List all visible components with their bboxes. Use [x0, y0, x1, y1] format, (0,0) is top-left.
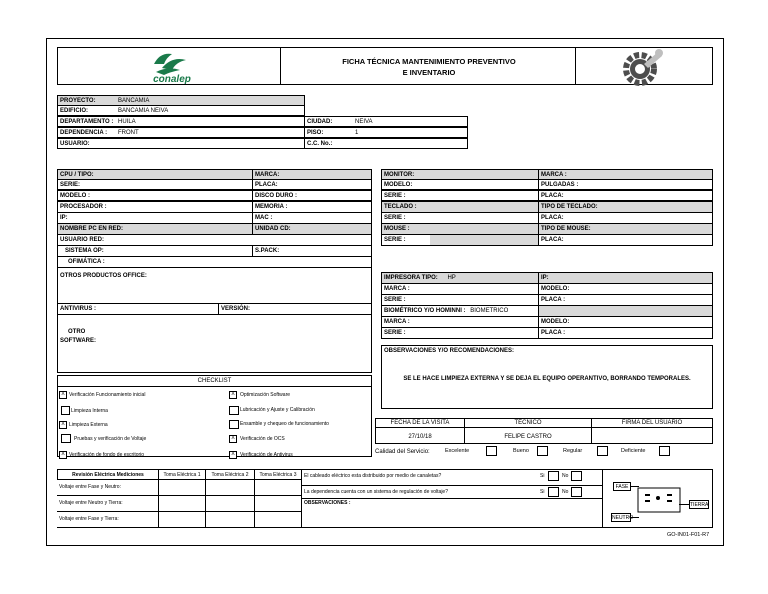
usuario-row — [57, 138, 305, 149]
check-verificacion-inicial[interactable]: X — [59, 391, 67, 399]
tierra-label: TIERRA — [690, 502, 709, 508]
cpu-antivirus-cell: ANTIVIRUS : — [57, 303, 219, 315]
checklist-divider — [58, 386, 371, 387]
biometrico-placa-cell: PLACA : — [538, 327, 713, 339]
logo-text: conalep — [153, 74, 191, 85]
voltaje-fase-neutro-t1[interactable] — [158, 479, 206, 496]
regular-label: Regular — [563, 448, 583, 454]
edificio-label: EDIFICIO: — [60, 108, 88, 114]
check-label-pruebas-voltaje: Pruebas y verificación de Voltaje — [74, 436, 147, 442]
regulacion-si-checkbox[interactable] — [548, 487, 559, 497]
check-lubricacion[interactable] — [229, 406, 239, 415]
check-label-limpieza-externa: Limpieza Externa — [69, 422, 108, 428]
conalep-logo-icon — [150, 50, 190, 76]
dependencia-value: FRONT — [118, 130, 139, 136]
cpu-mac-cell: MAC : — [252, 212, 372, 224]
monitor-cell: MONITOR: — [381, 169, 539, 180]
voltaje-fase-neutro-row: Voltaje entre Fase y Neutro: — [57, 479, 159, 496]
cpu-usuario-red-cell: USUARIO RED: — [57, 234, 372, 246]
check-label-ensamble: Ensamble y chequeo de funcionamiento — [240, 421, 329, 427]
cpu-version-cell: VERSIÓN: — [218, 303, 372, 315]
edificio-row — [57, 105, 305, 116]
calidad-label: Calidad del Servicio: — [375, 449, 430, 455]
canaletas-no-label: No — [562, 473, 569, 479]
voltaje-fase-tierra-t2[interactable] — [205, 511, 255, 528]
canaletas-si-label: Si — [540, 473, 545, 479]
observations-text: SE LE HACE LIMPIEZA EXTERNA Y SE DEJA EL EQUIPO OPERANTIVO, BORRANDO TEMPORALES. — [403, 376, 691, 382]
cc-row — [304, 138, 468, 149]
voltaje-fase-neutro-t3[interactable] — [254, 479, 302, 496]
checklist-box — [57, 375, 372, 457]
fecha-visita-header: FECHA DE LA VISITA — [375, 418, 465, 428]
proyecto-value: BANCAMIA — [118, 98, 150, 104]
title-line2: E INVENTARIO — [402, 68, 456, 77]
mouse-placa-cell: PLACA: — [538, 234, 713, 246]
regular-checkbox[interactable] — [597, 446, 608, 456]
voltaje-fase-neutro-t2[interactable] — [205, 479, 255, 496]
piso-row — [304, 127, 468, 138]
mouse-serie-cell — [381, 234, 539, 246]
dependencia-row — [57, 127, 305, 138]
regulacion-no-checkbox[interactable] — [571, 487, 582, 497]
logo-box — [57, 47, 281, 85]
proyecto-label: PROYECTO: — [60, 98, 96, 104]
voltaje-fase-tierra-t3[interactable] — [254, 511, 302, 528]
regulacion-question-row — [301, 485, 603, 499]
title-line1: FICHA TÉCNICA MANTENIMIENTO PREVENTIVO — [342, 57, 516, 66]
edificio-value: BANCAMIA NEIVA — [118, 108, 169, 114]
dependencia-label: DEPENDENCIA : — [60, 130, 108, 136]
departamento-value: HUILA — [118, 119, 136, 125]
outlet-line-fase — [631, 486, 639, 487]
check-limpieza-interna[interactable] — [61, 406, 70, 415]
toma1-header: Toma Eléctrica 1 — [158, 469, 206, 480]
departamento-row — [57, 116, 305, 127]
check-label-lubricacion: Lubricación y Ajuste y Calibración — [240, 407, 315, 413]
deficiente-label: Deficiente — [621, 448, 646, 454]
teclado-serie-cell: SERIE : — [381, 212, 539, 224]
biometrico-value: BIOMETRICO — [470, 308, 509, 314]
cpu-serie-cell: SERIE: — [57, 179, 253, 190]
monitor-marca-cell: MARCA : — [538, 169, 713, 180]
outlet-icon — [637, 487, 681, 513]
tecnico-value: FELIPE CASTRO — [464, 427, 592, 444]
monitor-pulgadas-cell: PULGADAS : — [538, 179, 713, 190]
canaletas-question: El cableado eléctrico esta distribuido por medio de canaletas? — [304, 473, 442, 479]
voltaje-neutro-tierra-t1[interactable] — [158, 495, 206, 512]
impresora-placa-cell: PLACA : — [538, 294, 713, 306]
piso-value: 1 — [355, 130, 359, 136]
biometrico-modelo-cell: MODELO: — [538, 316, 713, 328]
impresora-marca-cell: MARCA : — [381, 283, 539, 295]
ofimatica-label: OFIMÁTICA : — [68, 259, 105, 265]
form-page — [46, 38, 724, 546]
observations-box — [381, 345, 713, 409]
check-label-optimizacion-software: Optimización Software — [240, 392, 291, 398]
title-box — [280, 47, 576, 85]
calidad-row — [375, 443, 713, 460]
cpu-otros-office-cell: OTROS PRODUCTOS OFFICE: — [57, 267, 372, 304]
impresora-ip-cell: IP: — [538, 272, 713, 284]
voltaje-neutro-tierra-t2[interactable] — [205, 495, 255, 512]
check-antivirus[interactable]: X — [229, 451, 237, 459]
bueno-label: Bueno — [513, 448, 529, 454]
impresora-modelo-cell: MODELO: — [538, 283, 713, 295]
mouse-cell: MOUSE : — [381, 223, 539, 235]
cpu-nombre-pc-cell: NOMBRE PC EN RED: — [57, 223, 253, 235]
sistema-op-label: SISTEMA OP: — [65, 248, 104, 254]
outlet-line-tierra — [679, 504, 689, 505]
cpu-unidad-cd-cell: UNIDAD CD: — [252, 223, 372, 235]
excelente-checkbox[interactable] — [486, 446, 497, 456]
ciudad-label: CIUDAD: — [307, 119, 333, 125]
bueno-checkbox[interactable] — [537, 446, 548, 456]
cc-label: C.C. No.: — [307, 141, 333, 147]
gear-wrench-icon — [620, 48, 664, 88]
ciudad-value: NEIVA — [355, 119, 373, 125]
cpu-marca-cell: MARCA: — [252, 169, 372, 180]
software-label: SOFTWARE: — [60, 338, 96, 344]
canaletas-question-row — [301, 469, 603, 486]
monitor-placa-cell: PLACA: — [538, 190, 713, 201]
check-label-antivirus: Verificación de Antivirus — [240, 452, 293, 458]
tipo-mouse-cell: TIPO DE MOUSE: — [538, 223, 713, 235]
check-label-fondo-escritorio: Verificación de fondo de escritorio — [69, 452, 145, 458]
voltaje-neutro-tierra-t3[interactable] — [254, 495, 302, 512]
toma2-header: Toma Eléctrica 2 — [205, 469, 255, 480]
usuario-label: USUARIO: — [60, 141, 90, 147]
otro-label: OTRO — [68, 329, 86, 335]
outlet-line-neutro — [631, 517, 639, 518]
voltaje-neutro-tierra-row: Voltaje entre Neutro y Tierra: — [57, 495, 159, 512]
check-ocs[interactable]: X — [229, 435, 237, 443]
piso-label: PISO: — [307, 130, 324, 136]
tipo-teclado-cell: TIPO DE TECLADO: — [538, 201, 713, 213]
monitor-modelo-cell: MODELO: — [381, 179, 539, 190]
toma3-header: Toma Eléctrica 3 — [254, 469, 302, 480]
cpu-disco-cell: DISCO DURO : — [252, 190, 372, 201]
mouse-serie-shade — [430, 235, 538, 245]
impresora-serie-cell: SERIE : — [381, 294, 539, 306]
canaletas-no-checkbox[interactable] — [571, 471, 582, 481]
firma-header: FIRMA DEL USUARIO — [591, 418, 713, 428]
biometrico-label: BIOMÉTRICO Y/O HOMINNI : — [384, 308, 466, 314]
check-limpieza-externa[interactable]: X — [59, 421, 67, 429]
outlet-diagram-box — [602, 469, 713, 528]
check-label-verificacion-inicial: Verificación Funcionamiento inicial — [69, 392, 146, 398]
cpu-ip-cell: IP: — [57, 212, 253, 224]
cpu-spack-cell: S.PACK: — [252, 245, 372, 257]
form-code: GO-IN01-F01-R7 — [667, 532, 710, 538]
tecnico-header: TÉCNICO — [464, 418, 592, 428]
monitor-serie-cell: SERIE : — [381, 190, 539, 201]
teclado-cell: TECLADO : — [381, 201, 539, 213]
voltaje-fase-tierra-t1[interactable] — [158, 511, 206, 528]
cpu-tipo-cell: CPU / TIPO: — [57, 169, 253, 180]
check-label-limpieza-interna: Limpieza Interna — [71, 408, 108, 414]
check-optimizacion-software[interactable]: X — [229, 391, 237, 399]
cpu-modelo-cell: MODELO : — [57, 190, 253, 201]
teclado-placa-cell: PLACA: — [538, 212, 713, 224]
cpu-otro-software-cell — [57, 314, 372, 373]
impresora-label: IMPRESORA TIPO: — [384, 275, 438, 281]
cpu-placa-cell: PLACA: — [252, 179, 372, 190]
observations-label: OBSERVACIONES Y/O RECOMENDACIONES: — [384, 348, 515, 354]
check-label-ocs: Verificación de OCS — [240, 436, 285, 442]
firma-value — [591, 427, 713, 444]
ciudad-row — [304, 116, 468, 127]
departamento-label: DEPARTAMENTO : — [60, 119, 114, 125]
fecha-visita-value: 27/10/18 — [375, 427, 465, 444]
check-pruebas-voltaje[interactable] — [61, 434, 71, 443]
checklist-title: CHECKLIST — [197, 378, 232, 384]
mouse-serie-label: SERIE : — [384, 237, 406, 243]
voltaje-fase-tierra-row: Voltaje entre Fase y Tierra: — [57, 511, 159, 528]
gear-box — [575, 47, 713, 85]
regulacion-question: La dependencia cuenta con un sistema de regulación de voltaje? — [304, 489, 448, 495]
revision-electrica-header: Revisión Eléctrica Mediciones — [57, 469, 159, 480]
fase-label: FASE — [613, 482, 631, 491]
regulacion-si-label: Si — [540, 489, 545, 495]
regulacion-no-label: No — [562, 489, 569, 495]
biometrico-serie-cell: SERIE : — [381, 327, 539, 339]
canaletas-si-checkbox[interactable] — [548, 471, 559, 481]
check-ensamble[interactable] — [229, 420, 239, 429]
impresora-value: HP — [447, 275, 456, 281]
deficiente-checkbox[interactable] — [659, 446, 670, 456]
electrical-observaciones: OBSERVACIONES : — [301, 498, 603, 528]
excelente-label: Excelente — [445, 448, 470, 454]
cpu-procesador-cell: PROCESADOR : — [57, 201, 253, 213]
cpu-memoria-cell: MEMORIA : — [252, 201, 372, 213]
check-fondo-escritorio[interactable]: X — [59, 451, 67, 459]
neutro-label: NEUTRO — [612, 515, 634, 521]
biometrico-marca-cell: MARCA : — [381, 316, 539, 328]
